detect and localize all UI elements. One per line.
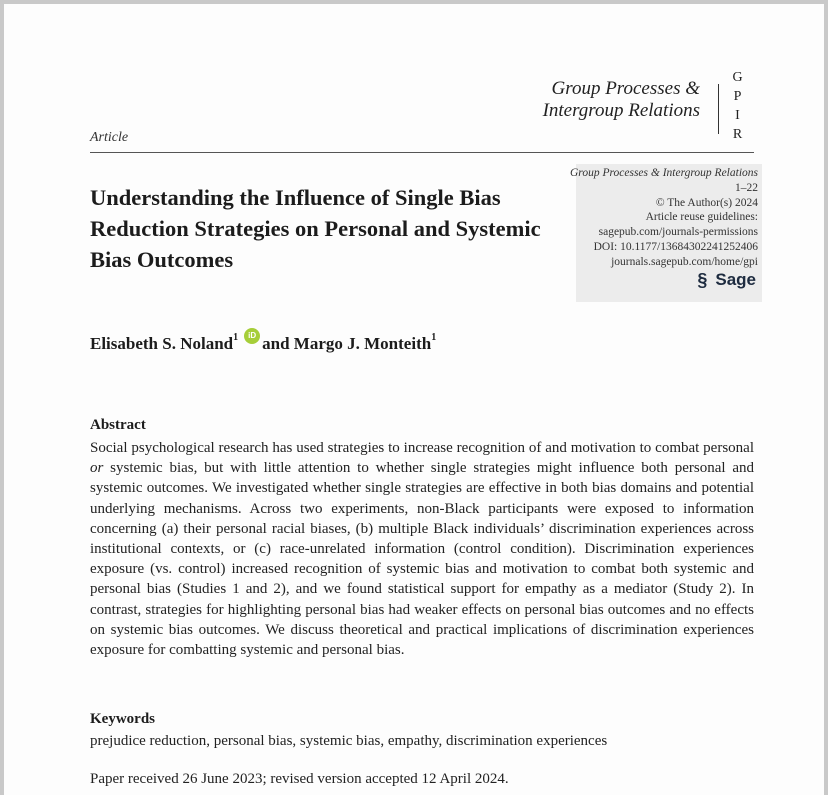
received-dates: Paper received 26 June 2023; revised version accepted 12 April 2024.: [90, 771, 509, 787]
article-page: [4, 4, 824, 795]
meta-pages: 1–22: [735, 181, 758, 194]
meta-reuse-label: Article reuse guidelines:: [645, 211, 758, 224]
orcid-icon[interactable]: iD: [244, 328, 260, 344]
affiliation-marker: 1: [431, 332, 437, 343]
author-name: and Margo J. Monteith: [262, 334, 432, 353]
acronym-letter: G: [732, 70, 744, 85]
abstract-part: systemic bias, but with little attention to whether single strategies might influence both personal and systemic outcomes. We investigated whether single strategies are effective in both bias domains and potential underlying mechanisms. Across two experiments, non-Black participants were exposed to information concerning (a) their personal racial biases, (b) multiple Black individuals’ discrimination experiences across institutional contexts, or (c) race-unrelated information (control condition). Discrimination experiences exposure (vs. control) increased recognition of systemic bias and motivation to combat both systemic and personal bias (Studies 1 and 2), and we found statistical support for empathy as a mediator (Study 2). In contrast, strategies for highlighting personal bias had weaker effects on personal bias outcomes and no effects on systemic bias outcomes. We discuss theoretical and practical implications of discrimination experiences exposure for combatting systemic and personal bias.: [90, 460, 754, 659]
sage-s-icon: §: [697, 269, 708, 290]
meta-reuse-link[interactable]: sagepub.com/journals-permissions: [598, 226, 758, 239]
meta-journal: Group Processes & Intergroup Relations: [569, 167, 758, 179]
keywords-heading: Keywords: [90, 711, 155, 727]
journal-name: [543, 78, 700, 122]
abstract-emphasis: or: [90, 460, 104, 477]
journal-name-line1: Group Processes &: [551, 78, 700, 99]
metadata-text: [570, 166, 758, 270]
acronym-letter: R: [732, 127, 744, 142]
meta-copyright: © The Author(s) 2024: [655, 196, 758, 209]
sage-logo-text: Sage: [715, 270, 756, 289]
acronym-letter: P: [733, 89, 743, 104]
journal-acronym: [728, 68, 748, 144]
header-rule: [90, 152, 754, 153]
meta-doi[interactable]: DOI: 10.1177/13684302241252406: [593, 240, 758, 253]
author-line: [90, 331, 437, 354]
author-name: Elisabeth S. Noland: [90, 334, 234, 353]
keywords-text: prejudice reduction, personal bias, systemic bias, empathy, discrimination experiences: [90, 733, 608, 749]
abstract-heading: Abstract: [90, 417, 146, 433]
article-type-label: Article: [90, 130, 129, 145]
sage-logo: [697, 270, 756, 290]
article-title: Understanding the Influence of Single Bias Reduction Strategies on Personal and Systemic Bias Outcomes: [90, 185, 541, 272]
affiliation-marker: 1: [233, 332, 239, 343]
acronym-letter: I: [735, 108, 741, 123]
meta-home-link[interactable]: journals.sagepub.com/home/gpi: [611, 255, 758, 268]
abstract-text: [90, 438, 754, 660]
abstract-part: Social psychological research has used strategies to increase recognition of and motivation to combat personal: [90, 440, 754, 456]
journal-name-line2: Intergroup Relations: [542, 100, 700, 121]
journal-divider: [718, 84, 719, 134]
